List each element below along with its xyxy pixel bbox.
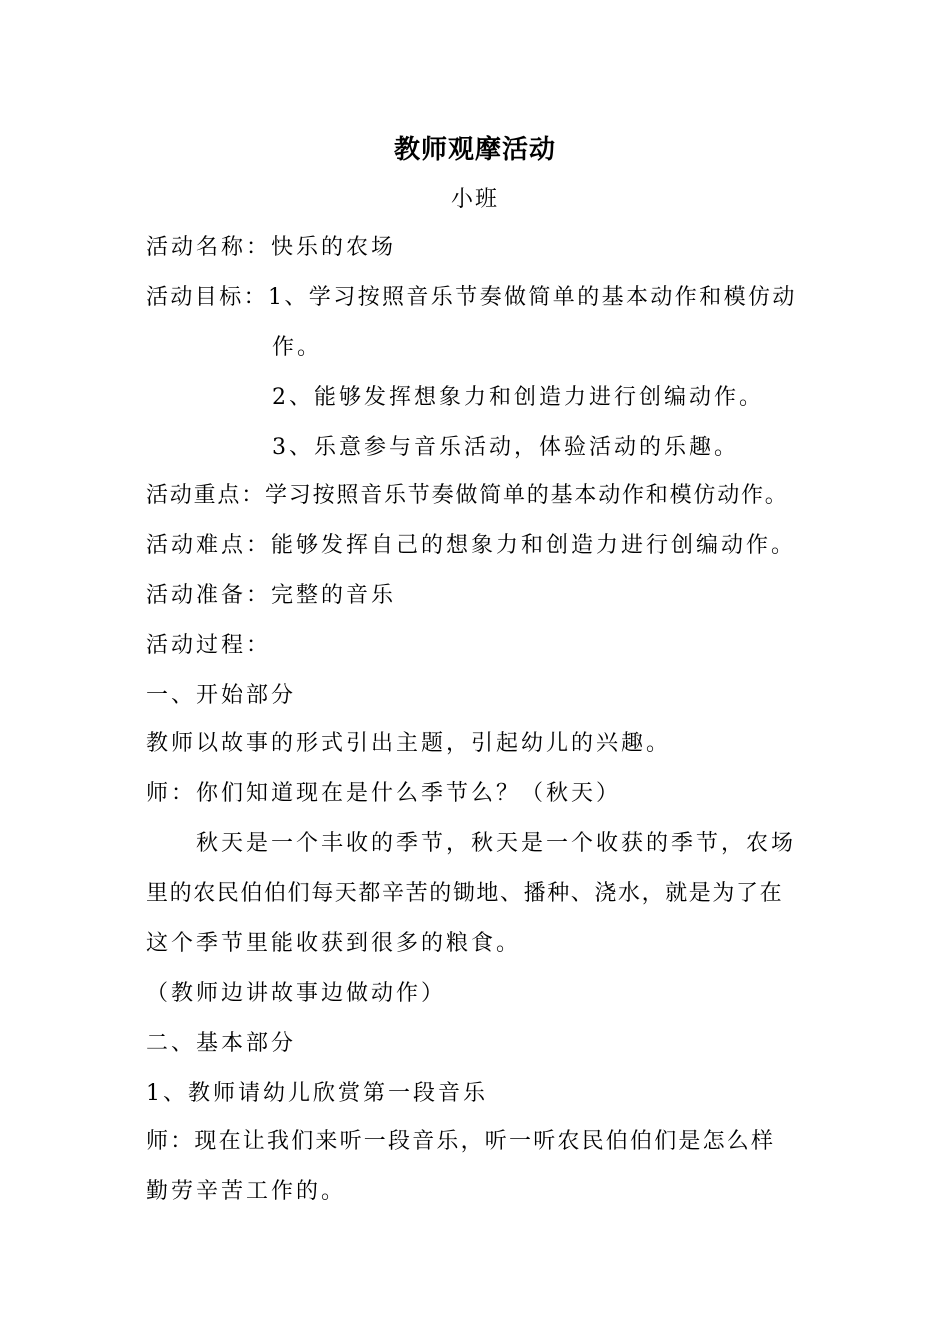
- activity-name-line: 活动名称：快乐的农场: [146, 235, 397, 260]
- activity-goal-3: 3、乐意参与音乐活动，体验活动的乐趣。: [272, 435, 739, 460]
- activity-preparation-line: 活动准备：完整的音乐: [146, 583, 397, 608]
- activity-goal-2: 2、能够发挥想象力和创造力进行创编动作。: [272, 385, 764, 410]
- activity-difficulty-line: 活动难点：能够发挥自己的想象力和创造力进行创编动作。: [146, 533, 797, 558]
- section-heading-basic: 二、基本部分: [146, 1031, 297, 1056]
- teacher-action-note: （教师边讲故事边做动作）: [146, 981, 447, 1006]
- activity-goals-continuation: 作。: [272, 335, 323, 360]
- story-paragraph-line-1: 秋天是一个丰收的季节，秋天是一个收获的季节，农场: [196, 831, 797, 856]
- document-title: 教师观摩活动: [393, 135, 556, 165]
- section-heading-start: 一、开始部分: [146, 683, 297, 708]
- paragraph-line: 教师以故事的形式引出主题，引起幼儿的兴趣。: [146, 731, 672, 756]
- activity-goals-line: 活动目标：1、学习按照音乐节奏做简单的基本动作和模仿动: [146, 285, 797, 310]
- step-1-line: 1、教师请幼儿欣赏第一段音乐: [146, 1081, 488, 1106]
- document-subtitle: 小班: [450, 187, 499, 212]
- activity-focus-line: 活动重点：学习按照音乐节奏做简单的基本动作和模仿动作。: [146, 483, 789, 508]
- story-paragraph-line-2: 里的农民伯伯们每天都辛苦的锄地、播种、浇水，就是为了在: [146, 881, 784, 906]
- teacher-instruction-line-1: 师：现在让我们来听一段音乐，听一听农民伯伯们是怎么样: [146, 1129, 776, 1154]
- teacher-instruction-line-2: 勤劳辛苦工作的。: [146, 1179, 347, 1204]
- activity-process-heading: 活动过程：: [146, 633, 272, 658]
- story-paragraph-line-3: 这个季节里能收获到很多的粮食。: [146, 931, 522, 956]
- teacher-question-line: 师：你们知道现在是什么季节么？（秋天）: [146, 781, 622, 806]
